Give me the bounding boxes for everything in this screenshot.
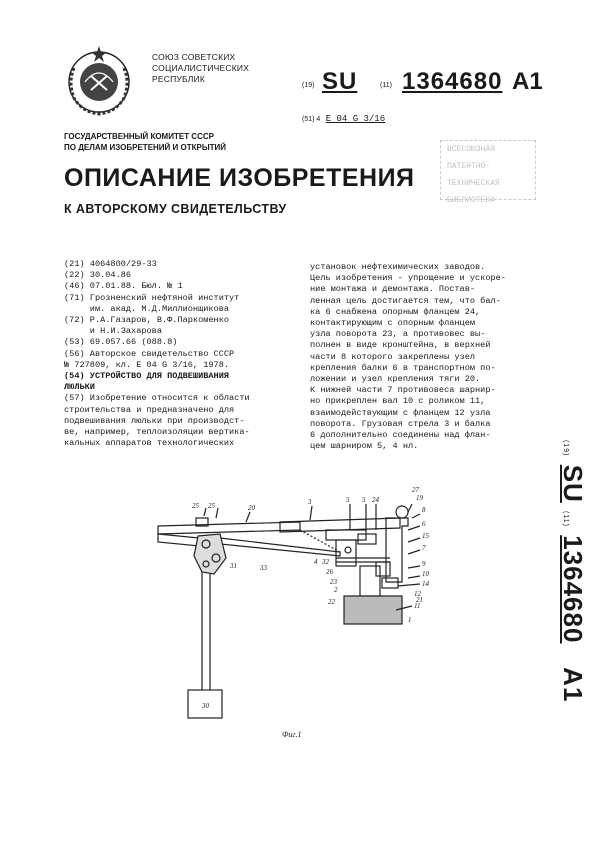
drawing-label: 21 [416,596,423,604]
bibliography-line: и Н.И.Захарова [64,326,162,337]
union-name [152,52,249,85]
drawing-label: 2 [334,586,338,594]
roller-icon [396,506,408,518]
abstract-right [310,262,550,452]
abstract-left [64,393,298,449]
drawing-label: 12 [414,590,421,598]
drawing-label: 8 [422,506,426,514]
patent-number-block [302,68,572,102]
drawing-label: 5 [362,496,366,504]
drawing-label: 33 [260,564,267,572]
side-number: 1364680 [558,535,588,644]
patent-country: SU [322,68,358,95]
committee-line-2: ПО ДЕЛАМ ИЗОБРЕТЕНИЙ И ОТКРЫТИЙ [64,143,227,152]
abstract-line: узла поворота 23, а противовес вы- [310,329,486,340]
library-stamp [440,140,536,205]
abstract-line: кальных аппаратов технологических [64,438,235,449]
device-drawing [150,478,450,740]
side-kind: A1 [558,667,588,703]
union-line-3: РЕСПУБЛИК [152,74,206,84]
abstract-line: установок нефтехимических заводов. [310,262,486,272]
pulley-block [194,534,226,574]
abstract-line: ка 6 снабжена опорным фланцем 24, [310,306,481,317]
ussr-emblem-icon [60,42,138,120]
abstract-line: ве, например, теплоизоляции вертика- [64,427,250,438]
bibliography-line: (53) 69.057.66 (088.8) [64,337,178,348]
abstract-line: 6 дополнительно соединены над флан- [310,430,491,441]
drawing-label: 5 [346,496,350,504]
bibliography-line: ЛЮЛЬКИ [64,382,95,393]
rotation-unit [326,530,366,540]
drawing-label: 22 [328,598,335,606]
abstract-line: но прикреплен вал 10 с роликом 11, [310,396,486,407]
abstract-line: крепления балки 6 в транспортном по- [310,362,496,373]
side-patent-number [552,440,602,703]
code-19: (19) [302,82,315,89]
abstract-line: взаимодействующим с фланцем 12 узла [310,407,491,418]
stamp-line-1: ВСЕСОЮЗНАЯ [447,145,496,154]
abstract-line: (57) Изобретение относится к области [64,393,250,404]
drawing-label: 7 [422,544,426,552]
drawing-label: 30 [202,702,209,710]
abstract-line: ложении и узел крепления тяги 20. [310,374,481,385]
left-column [64,259,298,449]
drawing-label: 6 [422,520,426,528]
bibliography-line: № 727809, кл. Е 04 G 3/16, 1978. [64,359,230,370]
code-11: (11) [380,82,392,89]
ipc-classification [302,114,385,124]
ipc-class: Е 04 G 3/16 [325,114,386,124]
drawing-label: 25 [208,502,215,510]
abstract-line: поворота. Грузовая стрела 3 и балка [310,418,491,429]
abstract-line: ленная цель достигается тем, что бал- [310,295,501,306]
committee-name [64,131,226,153]
figure-caption: Фиг.1 [282,730,302,739]
abstract-line: полнен в виде кронштейна, в верхней [310,340,491,351]
ipc-code: (51) 4 [302,116,321,123]
drawing-label: 4 [314,558,318,566]
side-code-11: (11) [562,511,569,527]
boom-beam [158,522,300,534]
union-line-2: СОЦИАЛИСТИЧЕСКИХ [152,63,250,73]
drawing-label: 15 [422,532,429,540]
union-line-1: СОЮЗ СОВЕТСКИХ [152,52,236,62]
abstract-line: ние монтажа и демонтажа. Постав- [310,284,476,295]
drawing-label: 1 [408,616,412,624]
abstract-line: цем шарниром 5, 4 нл. [310,441,419,452]
bibliography-line: (71) Грозненский нефтяной институт [64,292,240,303]
bibliography-line: (21) 4064800/29-33 [64,259,157,269]
bibliography-line: (54) УСТРОЙСТВО ДЛЯ ПОДВЕШИВАНИЯ [64,371,230,382]
stamp-line-3: ТЕХНИЧЕСКАЯ [447,179,500,188]
support-column [360,566,380,596]
drawing-label: 11 [414,602,421,610]
drawing-label: 10 [422,570,429,578]
drawing-label: 32 [322,558,329,566]
drawing-label: 23 [330,578,337,586]
side-code-19: (19) [562,440,569,457]
bibliography-line: (56) Авторское свидетельство СССР [64,348,235,359]
drawing-label: 26 [326,568,333,576]
drawing-label: 9 [422,560,426,568]
bibliography-line: (72) Р.А.Газаров, В.Ф.Паркоменко [64,315,230,326]
drawing-label: 20 [248,504,255,512]
drawing-label: 14 [422,580,429,588]
abstract-line: части 8 которого закреплены узел [310,351,476,362]
drawing-label: 3 [308,498,312,506]
committee-line-1: ГОСУДАРСТВЕННЫЙ КОМИТЕТ СССР [64,132,214,141]
abstract-line: контактирующим с опорным фланцем [310,318,476,329]
brace-lower [220,538,340,556]
drawing-label: 31 [230,562,237,570]
patent-number: 1364680 [402,68,503,95]
drawing-label: 25 [192,502,199,510]
document-title: ОПИСАНИЕ ИЗОБРЕТЕНИЯ [64,164,415,192]
stamp-line-4: БИБЛИОТЕКА [447,196,496,205]
abstract-line: Цель изобретения - упрощение и ускоре- [310,273,506,284]
bibliography-line: (46) 07.01.88. Бюл. № 1 [64,281,183,292]
patent-kind: A1 [512,68,543,95]
drawing-label: 27 [412,486,419,494]
abstract-line: подвешивания люльки при производст- [64,415,245,426]
drawing-label: 19 [416,494,423,502]
bibliography-line: им. акад. М.Д.Миллионщикова [64,303,230,314]
abstract-line: строительства и предназначено для [64,404,235,415]
bibliography-line: (22) 30.04.86 [64,270,132,281]
drawing-label: 24 [372,496,379,504]
side-country: SU [558,464,588,503]
abstract-line: К нижней части 7 противовеса шарнир- [310,385,496,396]
support-base [344,596,402,624]
document-subtitle: К АВТОРСКОМУ СВИДЕТЕЛЬСТВУ [64,202,287,216]
stamp-line-2: ПАТЕНТНО- [447,162,491,171]
